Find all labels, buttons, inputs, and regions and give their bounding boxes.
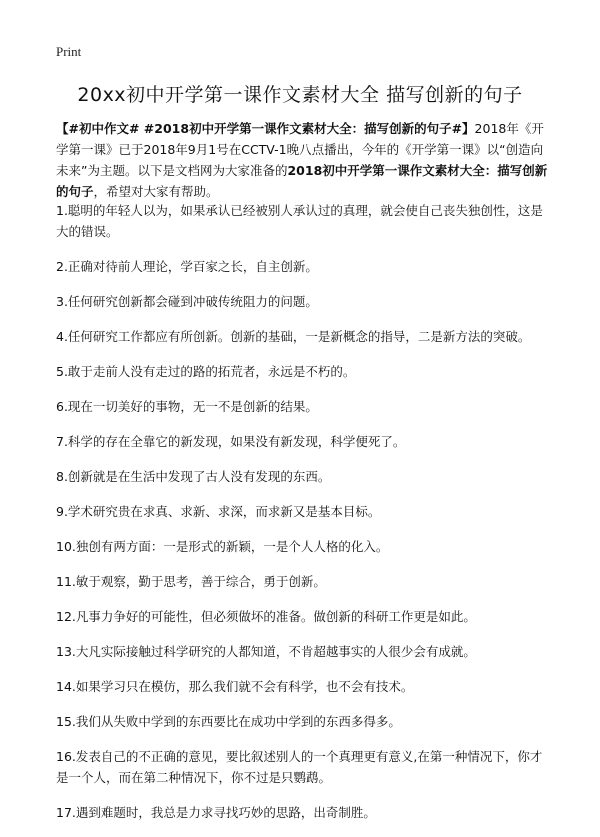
list-item: 9.学术研究贵在求真、求新、求深，而求新又是基本目标。 [56,504,381,519]
list-item: 8.创新就是在生活中发现了古人没有发现的东西。 [56,469,331,484]
list-item: 13.大凡实际接触过科学研究的人都知道，不肯超越事实的人很少会有成就。 [56,644,476,659]
page-title: 20xx初中开学第一课作文素材大全 描写创新的句子 [77,84,523,106]
list-item: 7.科学的存在全靠它的新发现，如果没有新发现，科学便死了。 [56,434,406,449]
list-item: 14.如果学习只在模仿，那么我们就不会有科学，也不会有技术。 [56,679,414,694]
print-label: Print [56,44,82,59]
list-item: 3.任何研究创新都会碰到冲破传统阻力的问题。 [56,294,318,309]
list-item: 12.凡事力争好的可能性，但必须做坏的准备。做创新的科研工作更是如此。 [56,609,476,624]
intro-bold-tag: 【#初中作文# #2018初中开学第一课作文素材大全：描写创新的句子#】 [56,121,475,136]
sentence-list [56,200,554,837]
intro-text-2: ，希望对大家有帮助。 [93,184,219,199]
list-item: 6.现在一切美好的事物，无一不是创新的结果。 [56,399,318,414]
list-item: 15.我们从失败中学到的东西要比在成功中学到的东西多得多。 [56,714,401,729]
list-item: 17.遇到难题时，我总是力求寻找巧妙的思路，出奇制胜。 [56,805,376,820]
list-item: 11.敏于观察，勤于思考，善于综合，勇于创新。 [56,574,326,589]
list-item: 4.任何研究工作都应有所创新。创新的基础，一是新概念的指导，二是新方法的突破。 [56,329,531,344]
list-item: 1.聪明的年轻人以为，如果承认已经被别人承认过的真理，就会使自己丧失独创性，这是大的错误。 [56,203,543,239]
list-item: 5.敢于走前人没有走过的路的拓荒者，永远是不朽的。 [56,364,356,379]
intro-paragraph [56,118,554,202]
list-item: 2.正确对待前人理论，学百家之长，自主创新。 [56,259,318,274]
intro-text-1: 2018年《开学第一课》已于2018年9月1号在CCTV-1晚八点播出，今年的《开学第一课》以“创造向未来”为主题。以下是文档网为大家准备的 [56,121,544,178]
list-item: 16.发表自己的不正确的意见，要比叙述别人的一个真理更有意义,在第一种情况下，你才是一个人，而在第二种情况下，你不过是只鹦鹉。 [56,749,543,785]
list-item: 10.独创有两方面：一是形式的新颖，一是个人人格的化入。 [56,539,389,554]
intro-bold-title: 2018初中开学第一课作文素材大全：描写创新的句子 [56,163,548,199]
